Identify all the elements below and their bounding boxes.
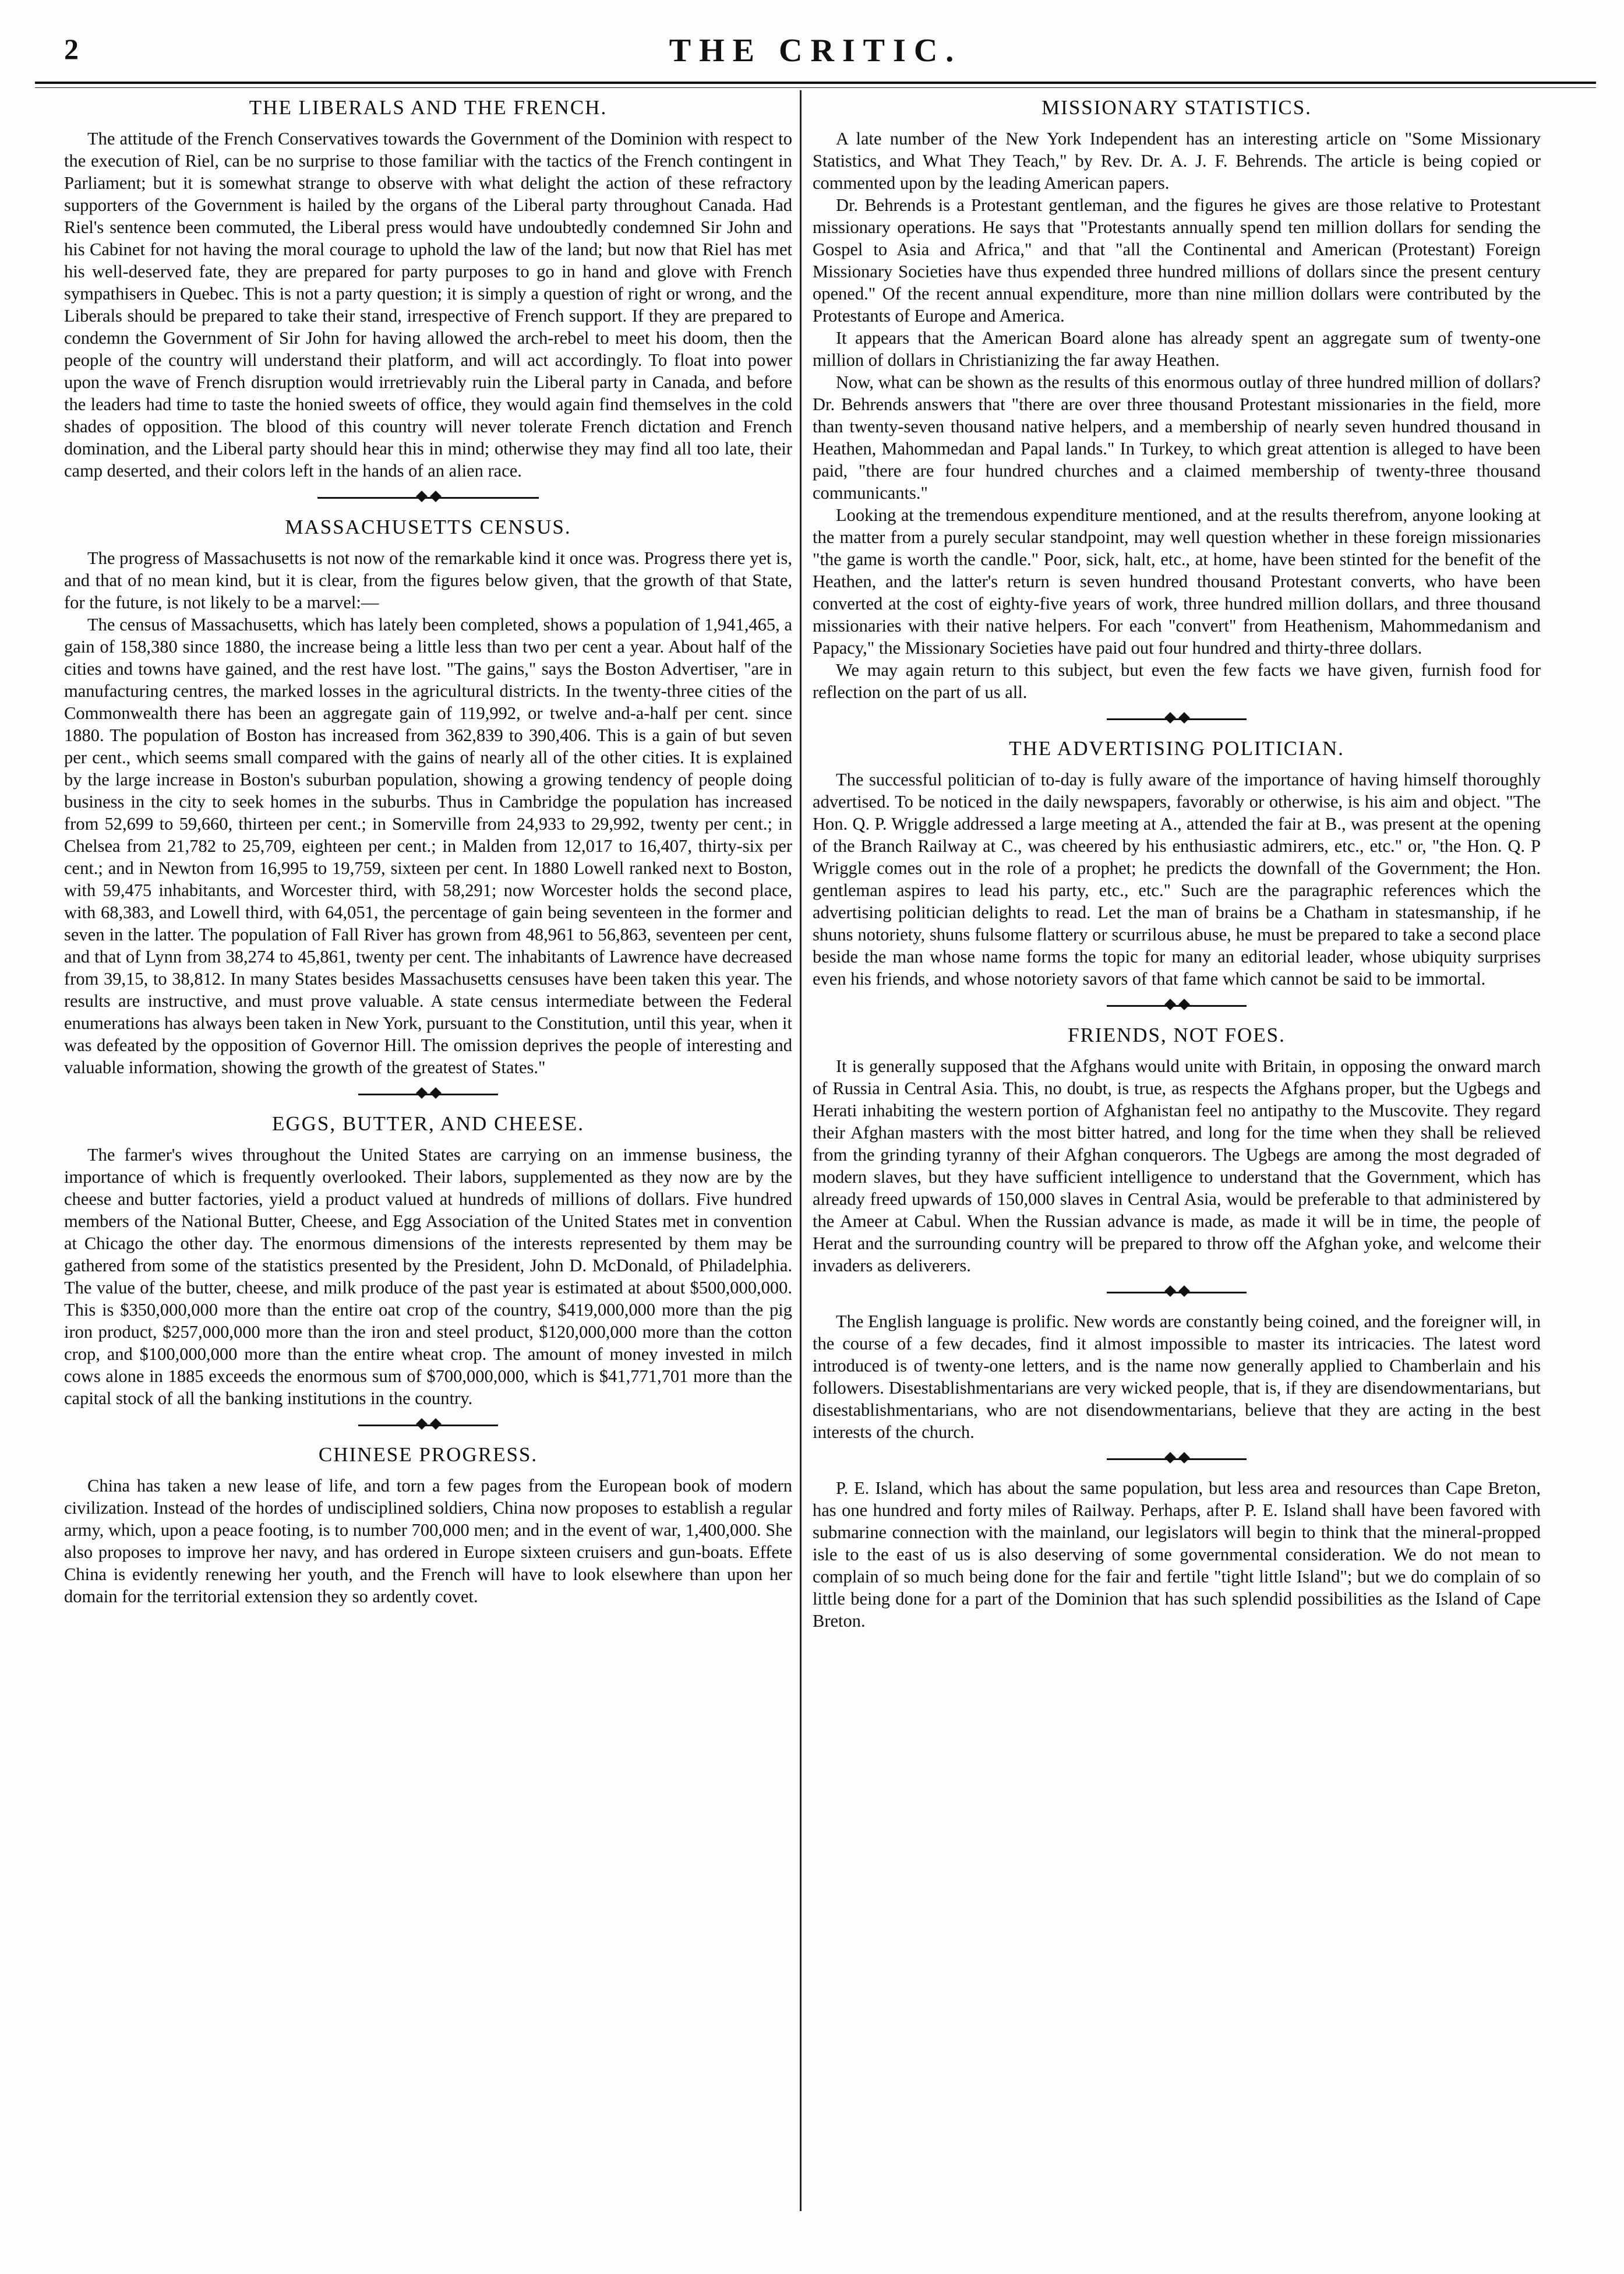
article-body: The English language is prolific. New words are constantly being coined, and the foreigner will, in the course of a few decades, find it almost impossible to master its intricacies. The latest word introduced is of twenty-one letters, and is the name now generally applied to Chamberlain and his followers. Disestablishmentarians are very wicked people, that is, if they are disendowmentarians, but disestablishmentarians, who are not disendowmentarians, believe that they are acting in the best interests of the church. <box>813 1311 1541 1442</box>
article-missionary-statistics <box>813 96 1541 703</box>
section-separator <box>1107 1000 1247 1011</box>
section-separator <box>1107 714 1247 724</box>
article-title: THE ADVERTISING POLITICIAN. <box>1009 737 1344 760</box>
article-massachusetts-census <box>64 516 792 1078</box>
article-pe-island <box>813 1477 1541 1632</box>
header-rule-thin <box>35 87 1596 88</box>
article-title: CHINESE PROGRESS. <box>318 1443 538 1466</box>
article-paragraph: The census of Massachusetts, which has lately been completed, shows a population of 1,941,465, a gain of 158,380 since 1880, the increase being a little less than two per cent a year. About half of the cities and towns have gained, and the rest have lost. "The gains," says the Boston Advertiser, "are in manufacturing centres, the marked losses in the agricultural districts. In the twenty-three cities of the Commonwealth there has been an aggregate gain of 119,992, or twelve and-a-half per cent. since 1880. The population of Boston has increased from 362,839 to 390,406. This is a gain of but seven per cent., which seems small compared with the gains of nearly all of the other cities. It is explained by the large increase in Boston's suburban population, showing a growing tendency of people doing business in the city to seek homes in the suburbs. Thus in Cambridge the population has increased from 52,699 to 59,660, thirteen per cent.; in Somerville from 24,933 to 29,992, twenty per cent.; in Chelsea from 21,782 to 25,709, eighteen per cent.; in Malden from 12,017 to 16,407, thirty-six per cent.; and in Newton from 16,995 to 19,759, sixteen per cent. In 1880 Lowell ranked next to Boston, with 59,475 inhabitants, and Worcester third, with 58,291; now Worcester holds the second place, with 68,383, and Lowell third, with 64,051, the percentage of gain being seventeen in the former and seven in the latter. The population of Fall River has grown from 48,961 to 56,863, seventeen per cent, and that of Lynn from 38,274 to 45,861, twenty per cent. The inhabitants of Lawrence have decreased from 39,15, to 38,812. In many States besides Massachusetts censuses have been taken this year. The results are instructive, and must prove valuable. A state census intermediate between the Federal enumerations has always been taken in New York, pursuant to the Constitution, until this year, when it was defeated by the opposition of Governor Hill. The omission deprives the people of interesting and valuable information, showing the growth of the greatest of States." <box>64 615 792 1077</box>
article-paragraph: We may again return to this subject, but even the few facts we have given, furnish food for reflection on the part of us all. <box>813 660 1541 702</box>
article-liberals <box>64 96 792 482</box>
article-paragraph: Dr. Behrends is a Protestant gentleman, and the figures he gives are those relative to Protestant missionary operations. He says that "Protestants annually spend ten million dollars for sending the Gospel to Asia and Africa," and that "all the Continental and American (Protestant) Foreign Missionary Societies have thus expended three hundred millions of dollars since the present century opened." Of the recent annual expenditure, more than nine million dollars were contributed by the Protestants of Europe and America. <box>813 195 1541 326</box>
article-body: It is generally supposed that the Afghans would unite with Britain, in opposing the onward march of Russia in Central Asia. This, no doubt, is true, as respects the Afghans proper, but the Ugbegs and Herati inhabiting the western portion of Afghanistan feel no antipathy to the Muscovite. They regard their Afghan masters with the most bitter hatred, and long for the time when they shall be relieved from the grinding tyranny of their Afghan conquerors. The Ugbegs are among the most degraded of modern slaves, but they have sufficient intelligence to understand that the Government, which has already freed upwards of 150,000 slaves in Central Asia, would be preferable to that administered by the Ameer at Cabul. When the Russian advance is made, as made it will be in time, the people of Herat and the surrounding country will be prepared to throw off the Afghan yoke, and welcome their invaders as deliverers. <box>813 1056 1541 1275</box>
article-body: China has taken a new lease of life, and torn a few pages from the European book of modern civilization. Instead of the hordes of undisciplined soldiers, China now proposes to establish a regular army, which, upon a peace footing, is to number 700,000 men; and in the event of war, 1,400,000. She also proposes to improve her navy, and has ordered in Europe sixteen cruisers and gun-boats. Effete China is evidently renewing her youth, and the French will have to look elsewhere than upon her domain for the territorial extension they so ardently covet. <box>64 1476 792 1606</box>
article-body: P. E. Island, which has about the same population, but less area and resources than Cape Breton, has one hundred and forty miles of Railway. Perhaps, after P. E. Island shall have been favored with submarine connection with the mainland, our legislators will begin to think that the mineral-propped isle to the east of us is also deserving of some governmental consideration. We do not mean to complain of so much being done for the fair and fertile "tight little Island"; but we do complain of so little being done for a part of the Dominion that has such splendid possibilities as the Island of Cape Breton. <box>813 1478 1541 1631</box>
article-english-language <box>813 1310 1541 1443</box>
article-paragraph: A late number of the New York Independent has an interesting article on "Some Missionary Statistics, and What They Teach," by Rev. Dr. A. J. F. Behrends. The article is being copied or commented upon by the leading American papers. <box>813 129 1541 193</box>
article-title: THE LIBERALS AND THE FRENCH. <box>249 96 608 119</box>
article-title: EGGS, BUTTER, AND CHEESE. <box>271 1112 585 1135</box>
article-body: The farmer's wives throughout the United States are carrying on an immense business, the importance of which is frequently overlooked. Their labors, supplemented as they now are by the cheese and butter factories, yield a product valued at hundreds of millions of dollars. Five hundred members of the National Butter, Cheese, and Egg Association of the United States met in convention at Chicago the other day. The enormous dimensions of the interests represented by them may be gathered from some of the statistics presented by the President, John D. McDonald, of Philadelphia. The value of the butter, cheese, and milk produce of the past year is estimated at about $500,000,000. This is $350,000,000 more than the entire oat crop of the country, $419,000,000 more than the pig iron product, $257,000,000 more than the iron and steel product, $120,000,000 more than the cotton crop, and $100,000,000 more than the entire wheat crop. The amount of money invested in milch cows alone in 1885 exceeds the enormous sum of $700,000,000, which is $41,771,701 more than the capital stock of all the banking institutions in the country. <box>64 1145 792 1408</box>
article-chinese-progress <box>64 1443 792 1607</box>
article-title: MISSIONARY STATISTICS. <box>1042 96 1312 119</box>
page-header <box>35 32 1596 82</box>
section-separator <box>358 1420 498 1430</box>
header-rule <box>35 82 1596 84</box>
section-separator <box>358 1089 498 1099</box>
article-paragraph: The progress of Massachusetts is not now of the remarkable kind it once was. Progress there yet is, and that of no mean kind, but it is clear, from the figures below given, that the growth of that State, for the future, is not likely to be a marvel:— <box>64 548 792 612</box>
article-paragraph: Looking at the tremendous expenditure mentioned, and at the results therefrom, anyone looking at the matter from a purely secular standpoint, may well question whether in these foreign missionaries "the game is worth the candle." Poor, sick, halt, etc., at home, have been stinted for the benefit of the Heathen, and the latter's return is seven hundred thousand Protestant converts, who have been converted at the cost of eighty-five years of work, three hundred million dollars, and three thousand missionaries with their native helpers. For each "convert" from Heathenism, Mahommedanism and Papacy," the Missionary Societies have paid out four hundred and thirty-three dollars. <box>813 505 1541 658</box>
article-body: The attitude of the French Conservatives towards the Government of the Dominion with respect to the execution of Riel, can be no surprise to those familiar with the tactics of the French contingent in Parliament; but it is somewhat strange to observe with what delight the action of these refractory supporters of the Government is hailed by the organs of the Liberal party throughout Canada. Had Riel's sentence been commuted, the Liberal press would have undoubtedly condemned Sir John and his Cabinet for not having the moral courage to uphold the law of the land; but now that Riel has met his well-deserved fate, they are prepared for party purposes to go in hand and glove with French sympathisers in Quebec. This is not a party question; it is simply a question of right or wrong, and the Liberals should be prepared to take their stand, irrespective of French support. If they are prepared to condemn the Government of Sir John for having allowed the arch-rebel to meet his doom, then the people of the country will understand their platform, and will act accordingly. To float into power upon the wave of French disruption would irretrievably ruin the Liberal party in Canada, and before the leaders had time to taste the honied sweets of office, they would again find themselves in the cold shades of opposition. The blood of this country will never tolerate French dictation and French domination, and the Liberal party should hear this in mind; otherwise they may find all too late, their camp deserted, and their colors left in the hands of an alien race. <box>64 129 792 481</box>
article-paragraph: Now, what can be shown as the results of this enormous outlay of three hundred million of dollars? Dr. Behrends answers that "there are over three thousand Protestant missionaries in the field, more than twenty-seven thousand native helpers, and a membership of nearly seven hundred thousand in Heathen, Mahommedan and Papal lands." In Turkey, to which great attention is alleged to have been paid, "there are four hundred churches and a claimed membership of twenty-three thousand communicants." <box>813 372 1541 503</box>
article-title: MASSACHUSETTS CENSUS. <box>285 516 571 538</box>
article-body: The successful politician of to-day is fully aware of the importance of having himself thoroughly advertised. To be noticed in the daily newspapers, favorably or otherwise, is his aim and object. "The Hon. Q. P. Wriggle addressed a large meeting at A., attended the fair at B., was present at the opening of the Branch Railway at C., was cheered by his enthusiastic admirers, etc., etc." or, "the Hon. Q. P Wriggle comes out in the role of a prophet; he predicts the downfall of the Government; the Hon. gentleman aspires to lead his party, etc., etc." Such are the paragraphic references which the advertising politician delights to read. Let the man of brains be a Chatham in statesmanship, if he shuns notoriety, shuns fulsome flattery or scurrilous abuse, he must be prepared to take a second place beside the man whose name forms the topic for many an editorial leader, whose ubiquity surprises even his friends, and whose notoriety savors of that fame which cannot be said to be immortal. <box>813 770 1541 989</box>
page-number: 2 <box>64 33 79 65</box>
article-advertising-politician <box>813 737 1541 990</box>
article-eggs-butter-cheese <box>64 1112 792 1409</box>
article-paragraph: It appears that the American Board alone has already spent an aggregate sum of twenty-one million of dollars in Christianizing the far away Heathen. <box>813 328 1541 370</box>
section-separator <box>1107 1287 1247 1298</box>
section-separator <box>1107 1454 1247 1464</box>
column-divider <box>800 90 802 2211</box>
right-column <box>813 96 1541 1641</box>
left-column <box>64 96 792 1617</box>
masthead: THE CRITIC. <box>669 33 962 69</box>
article-friends-not-foes <box>813 1024 1541 1277</box>
section-separator <box>317 492 539 503</box>
article-title: FRIENDS, NOT FOES. <box>1068 1024 1286 1046</box>
